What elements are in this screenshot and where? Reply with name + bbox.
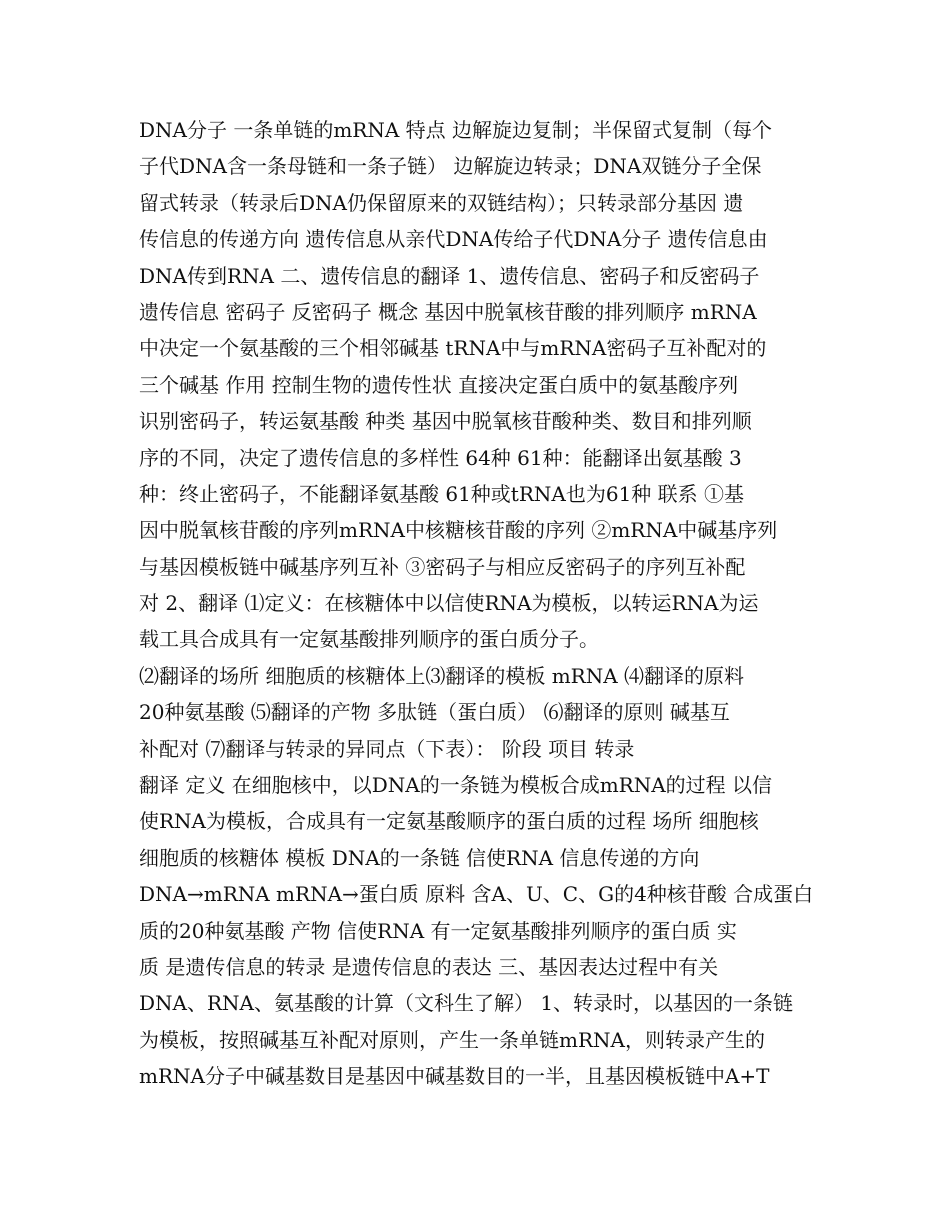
text-line: DNA、RNA、氨基酸的计算（文科生了解） 1、转录时，以基因的一条链 [139, 991, 794, 1016]
text-line: 留式转录（转录后DNA仍保留原来的双链结构）；只转录部分基因 遗 [139, 190, 744, 215]
text-line: 20种氨基酸 ⑸翻译的产物 多肽链（蛋白质） ⑹翻译的原则 碱基互 [139, 700, 730, 725]
text-line: 识别密码子，转运氨基酸 种类 基因中脱氧核苷酸种类、数目和排列顺 [139, 409, 752, 434]
text-line: 与基因模板链中碱基序列互补 ③密码子与相应反密码子的序列互补配 [139, 554, 746, 579]
text-line: 因中脱氧核苷酸的序列mRNA中核糖核苷酸的序列 ②mRNA中碱基序列 [139, 518, 778, 543]
text-line: 子代DNA含一条母链和一条子链） 边解旋边转录；DNA双链分子全保 [139, 154, 762, 179]
text-line: DNA传到RNA 二、遗传信息的翻译 1、遗传信息、密码子和反密码子 [139, 263, 760, 288]
text-line: DNA分子 一条单链的mRNA 特点 边解旋边复制；半保留式复制（每个 [139, 118, 773, 142]
text-line: 载工具合成具有一定氨基酸排列顺序的蛋白质分子。 [139, 627, 599, 652]
text-line: DNA→mRNA mRNA→蛋白质 原料 含A、U、C、G的4种核苷酸 合成蛋白 [139, 882, 814, 907]
text-line: 使RNA为模板，合成具有一定氨基酸顺序的蛋白质的过程 场所 细胞核 [139, 809, 759, 834]
text-line: 质的20种氨基酸 产物 信使RNA 有一定氨基酸排列顺序的蛋白质 实 [139, 918, 737, 943]
text-line: 补配对 ⑺翻译与转录的异同点（下表）： 阶段 项目 转录 [139, 736, 635, 761]
text-line: 三个碱基 作用 控制生物的遗传性状 直接决定蛋白质中的氨基酸序列 [139, 372, 739, 397]
text-line: mRNA分子中碱基数目是基因中碱基数目的一半，且基因模板链中A+T [139, 1064, 770, 1089]
text-line: 细胞质的核糖体 模板 DNA的一条链 信使RNA 信息传递的方向 [139, 845, 700, 870]
text-line: ⑵翻译的场所 细胞质的核糖体上⑶翻译的模板 mRNA ⑷翻译的原料 [139, 663, 745, 688]
document-body [139, 112, 815, 1095]
text-line: 为模板，按照碱基互补配对原则，产生一条单链mRNA，则转录产生的 [139, 1027, 765, 1052]
text-line: 序的不同，决定了遗传信息的多样性 64种 61种：能翻译出氨基酸 3 [139, 445, 742, 470]
text-line: 中决定一个氨基酸的三个相邻碱基 tRNA中与mRNA密码子互补配对的 [139, 336, 767, 361]
text-line: 翻译 定义 在细胞核中，以DNA的一条链为模板合成mRNA的过程 以信 [139, 773, 773, 798]
text-line: 种：终止密码子，不能翻译氨基酸 61种或tRNA也为61种 联系 ①基 [139, 481, 745, 506]
text-line: 遗传信息 密码子 反密码子 概念 基因中脱氧核苷酸的排列顺序 mRNA [139, 299, 757, 324]
text-line: 传信息的传递方向 遗传信息从亲代DNA传给子代DNA分子 遗传信息由 [139, 227, 768, 252]
text-line: 质 是遗传信息的转录 是遗传信息的表达 三、基因表达过程中有关 [139, 954, 719, 979]
text-line: 对 2、翻译 ⑴定义：在核糖体中以信使RNA为模板，以转运RNA为运 [139, 591, 759, 616]
